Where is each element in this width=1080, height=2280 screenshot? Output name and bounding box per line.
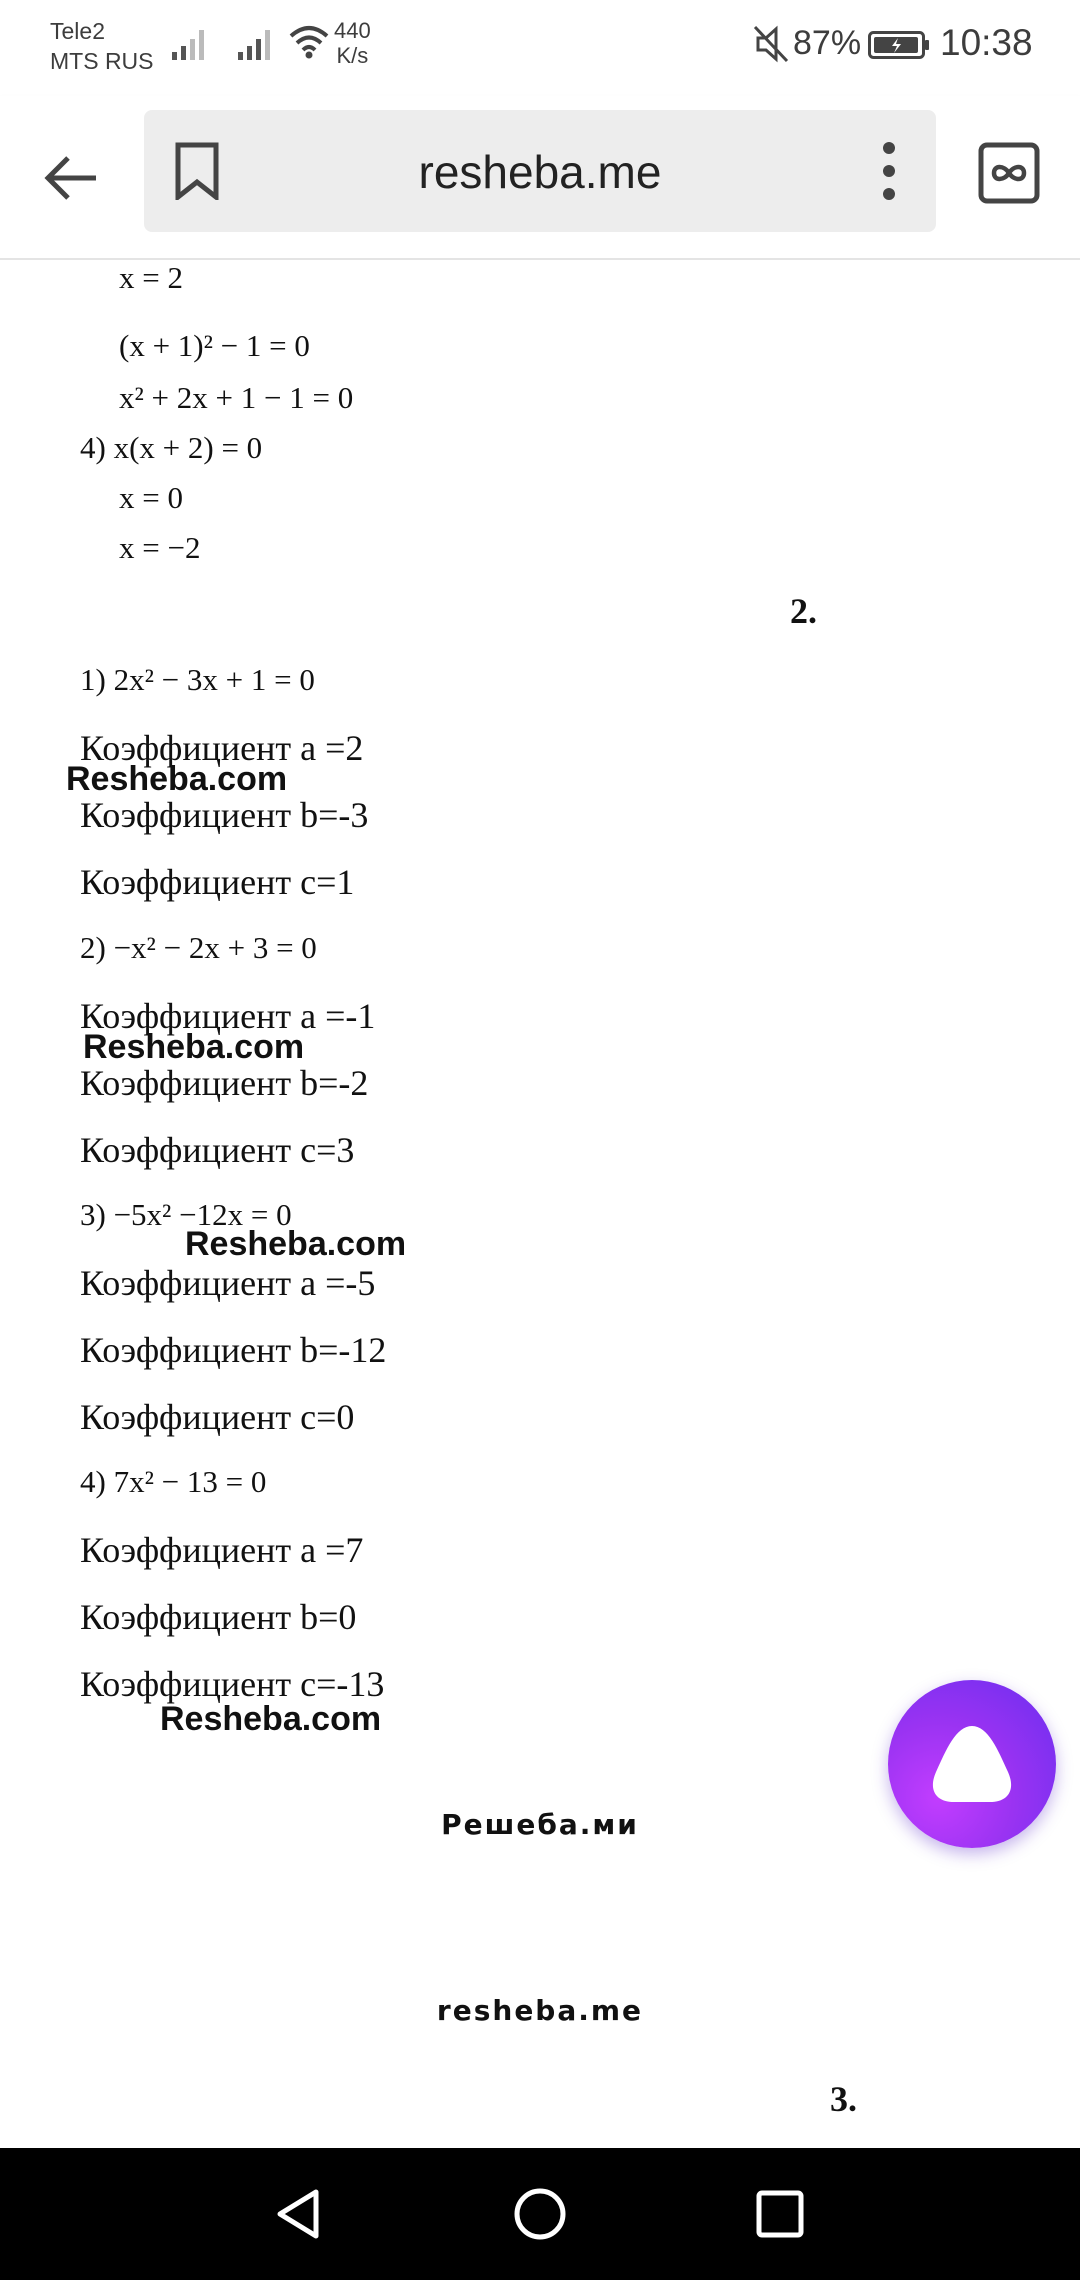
net-speed-unit: K/s [336,43,369,68]
math-line: x = 0 [119,480,183,515]
more-vert-icon[interactable] [874,140,904,202]
coefficient-c: Коэффициент с=3 [80,1130,355,1170]
alice-assistant-button[interactable] [888,1680,1056,1848]
alice-assistant-icon [926,1720,1018,1808]
system-nav-bar [0,2148,1080,2280]
math-line: x = 2 [119,260,183,295]
watermark: Resheba.com [160,1700,382,1738]
coefficient-b: Коэффициент b=-3 [80,795,369,835]
clock: 10:38 [940,22,1033,63]
battery-icon [868,31,930,59]
coefficient-c: Коэффициент с=1 [80,862,355,902]
net-speed-value: 440 [334,18,371,43]
coefficient-b: Коэффициент b=-2 [80,1063,369,1103]
address-bar[interactable] [144,110,936,232]
wifi-icon [288,22,330,60]
coefficient-a: Коэффициент a =-1 [80,996,376,1036]
coefficient-a: Коэффициент a =7 [80,1530,364,1570]
network-speed [334,18,371,68]
nav-recent-square-icon[interactable] [750,2184,810,2244]
coefficient-b: Коэффициент b=-12 [80,1330,387,1370]
url-text[interactable]: resheba.me [418,146,662,198]
equation-line: 4) 7x² − 13 = 0 [80,1464,267,1499]
carrier-1-label: Tele2 [50,18,105,44]
math-line: x = −2 [119,530,201,565]
section-3-heading: 3. [830,2079,857,2119]
carrier-info [50,16,154,76]
infinity-tab-icon[interactable] [978,142,1040,204]
nav-back-triangle-icon[interactable] [270,2184,330,2244]
math-line: x² + 2x + 1 − 1 = 0 [119,380,354,415]
back-arrow-icon[interactable] [40,146,104,210]
coefficient-c: Коэффициент с=-13 [80,1664,385,1704]
math-line: (x + 1)² − 1 = 0 [119,328,310,363]
watermark: Resheba.com [66,760,288,798]
carrier-2-label: MTS RUS [50,48,154,74]
coefficient-c: Коэффициент с=0 [80,1397,355,1437]
browser-toolbar [0,96,1080,260]
page-content [0,260,1080,2148]
mute-icon [752,24,790,64]
watermark: Resheba.com [185,1225,407,1263]
site-label-en: resheba.me [436,1994,644,2027]
math-line: 4) x(x + 2) = 0 [80,430,263,465]
coefficient-b: Коэффициент b=0 [80,1597,357,1637]
nav-home-circle-icon[interactable] [510,2184,570,2244]
coefficient-a: Коэффициент a =-5 [80,1263,376,1303]
equation-line: 1) 2x² − 3x + 1 = 0 [80,662,315,697]
battery-percentage: 87% [793,24,862,62]
equation-line: 2) −x² − 2x + 3 = 0 [80,930,317,965]
equation-line: 3) −5x² −12x = 0 [80,1197,292,1232]
signal-strength-icon [238,26,278,62]
signal-strength-icon [172,26,212,62]
watermark: Resheba.com [83,1028,305,1066]
status-bar [0,0,1080,96]
section-2-heading: 2. [790,591,817,631]
coefficient-a: Коэффициент a =2 [80,728,364,768]
site-label-ru: Решеба.ми [441,1808,639,1841]
